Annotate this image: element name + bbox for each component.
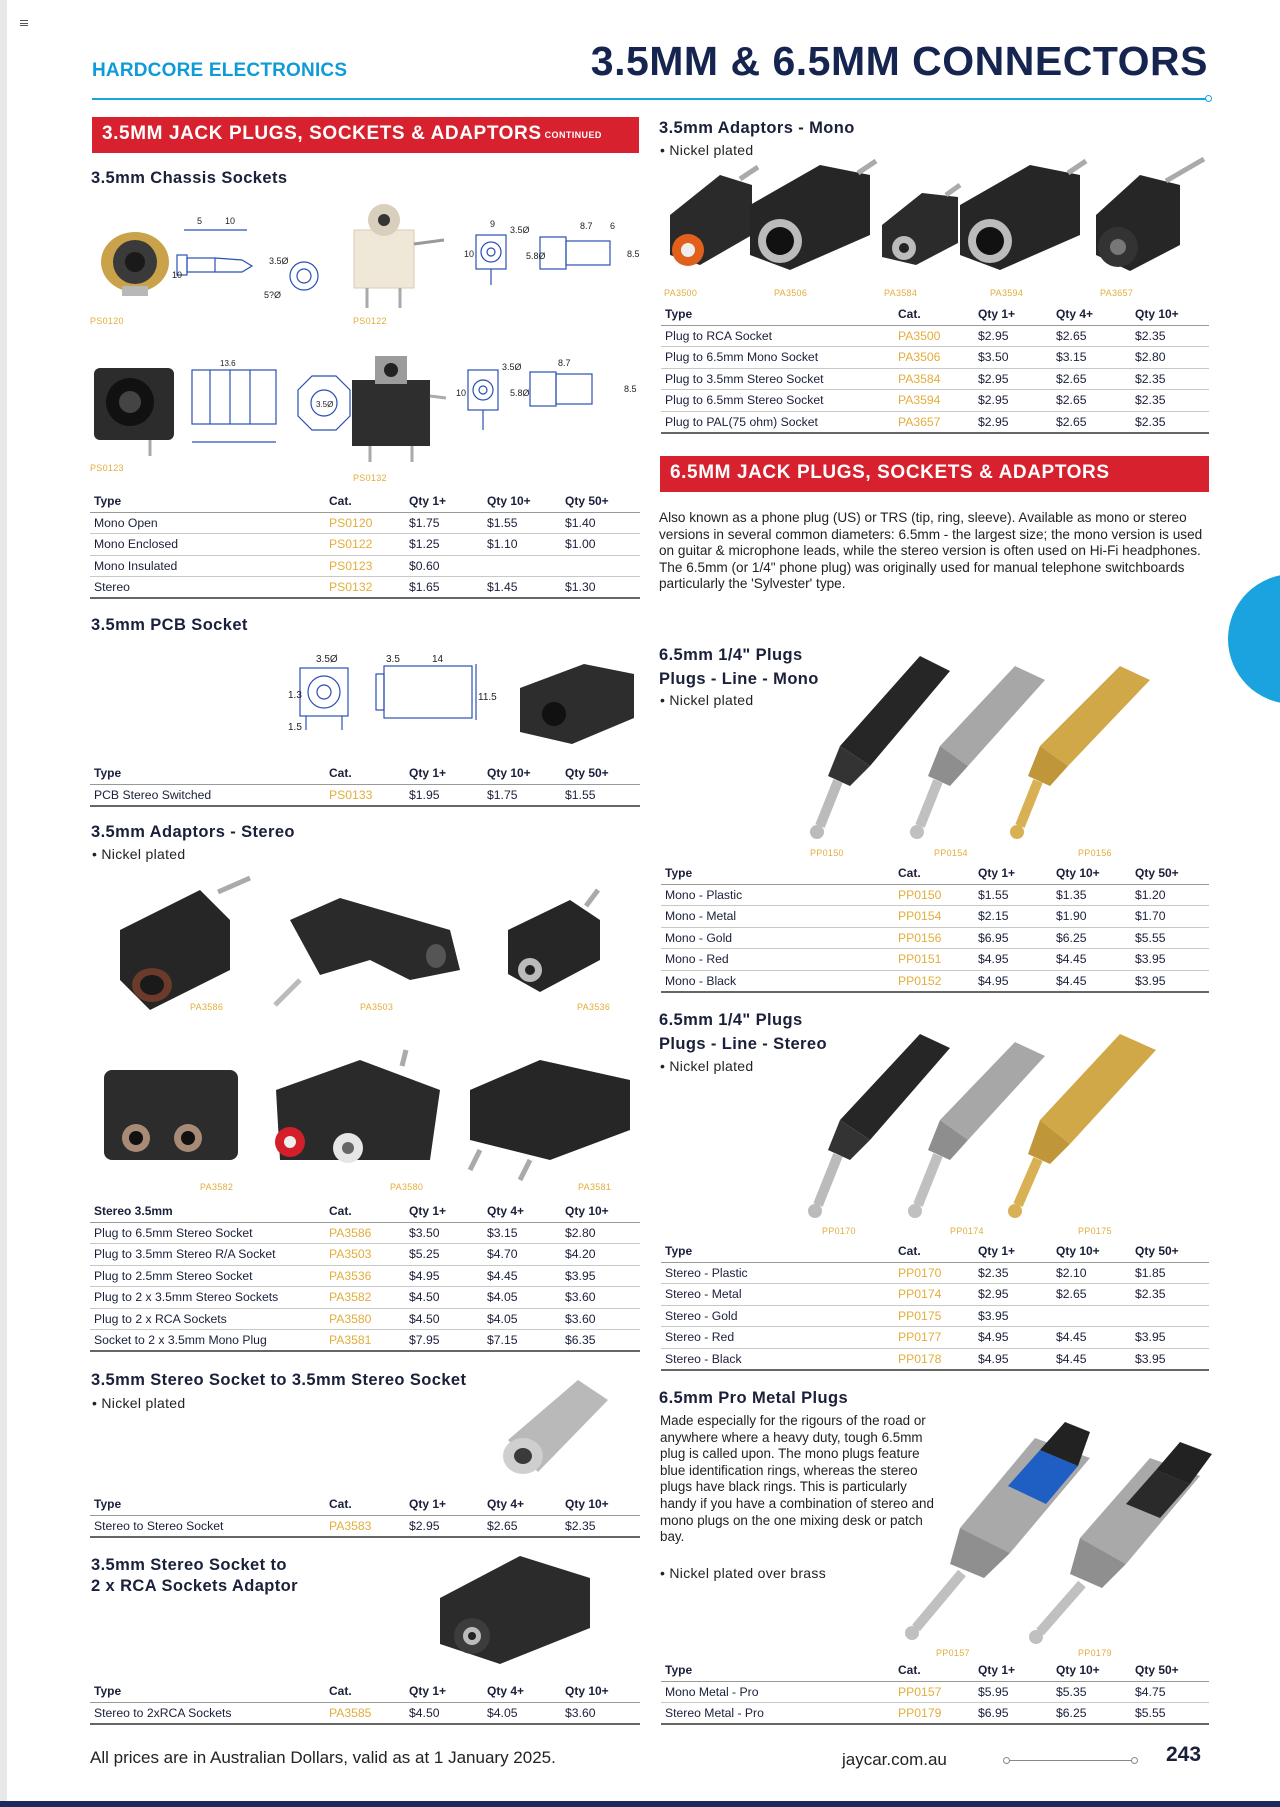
table-row: Stereo Metal - Pro PP0179 $6.95 $6.25 $5.55 bbox=[661, 1703, 1209, 1725]
bottom-bar bbox=[0, 1801, 1280, 1807]
svg-text:1.3: 1.3 bbox=[288, 690, 302, 701]
caption-pa3503: PA3503 bbox=[360, 1002, 394, 1012]
chassis-dims-drawing-1 bbox=[462, 215, 642, 315]
svg-text:10: 10 bbox=[456, 388, 467, 398]
footer-price-note: All prices are in Australian Dollars, valid as at 1 January 2025. bbox=[90, 1748, 556, 1767]
table-row: Stereo PS0132 $1.65 $1.45 $1.30 bbox=[90, 577, 640, 599]
mono-plug-images bbox=[800, 636, 1220, 846]
banner-suffix: CONTINUED bbox=[544, 130, 602, 140]
caption-ps0122: PS0122 bbox=[353, 316, 387, 326]
svg-text:8.7: 8.7 bbox=[580, 221, 593, 231]
svg-text:10: 10 bbox=[464, 249, 475, 259]
pro-metal-heading: 6.5mm Pro Metal Plugs bbox=[659, 1389, 849, 1407]
table-row: Mono Open PS0120 $1.75 $1.55 $1.40 bbox=[90, 512, 640, 534]
adaptors-mono-note: • Nickel plated bbox=[660, 142, 754, 158]
caption-pp0170: PP0170 bbox=[822, 1226, 856, 1236]
svg-text:11.5: 11.5 bbox=[478, 692, 497, 703]
stereo-adaptor-images bbox=[100, 870, 630, 1190]
col-type: Type bbox=[90, 494, 325, 512]
svg-text:3.5Ø: 3.5Ø bbox=[269, 256, 289, 266]
adaptors-stereo-heading: 3.5mm Adaptors - Stereo bbox=[91, 823, 295, 841]
svg-text:3.5Ø: 3.5Ø bbox=[502, 362, 522, 372]
chassis-price-table bbox=[90, 494, 640, 599]
table-row: Mono - Plastic PP0150 $1.55 $1.35 $1.20 bbox=[661, 884, 1209, 906]
svg-text:8.5: 8.5 bbox=[627, 249, 640, 259]
rca-adaptor-heading-2: 2 x RCA Sockets Adaptor bbox=[91, 1577, 298, 1595]
caption-pp0156: PP0156 bbox=[1078, 848, 1112, 858]
table-row: PCB Stereo Switched PS0133 $1.95 $1.75 $1.55 bbox=[90, 784, 640, 806]
rca-adaptor-image bbox=[430, 1548, 595, 1666]
caption-pa3586: PA3586 bbox=[190, 1002, 224, 1012]
svg-text:5: 5 bbox=[197, 216, 203, 226]
stereo-adaptor-price-table bbox=[90, 1204, 640, 1352]
table-row: Plug to 3.5mm Stereo R/A Socket PA3503 $5.25 $4.70 $4.20 bbox=[90, 1244, 640, 1266]
svg-text:5.8Ø: 5.8Ø bbox=[510, 388, 530, 398]
svg-text:9: 9 bbox=[490, 219, 496, 229]
chassis-socket-drawings bbox=[92, 200, 492, 330]
svg-text:13.6: 13.6 bbox=[220, 359, 236, 368]
mono-adaptor-price-table bbox=[661, 307, 1209, 434]
stereo-socket-heading: 3.5mm Stereo Socket to 3.5mm Stereo Socket bbox=[91, 1371, 467, 1389]
chassis-images-row2 bbox=[90, 350, 640, 470]
section-banner-35mm bbox=[92, 117, 639, 153]
brand-label: HARDCORE ELECTRONICS bbox=[92, 60, 348, 81]
plugs-mono-heading-2: Plugs - Line - Mono bbox=[659, 670, 819, 688]
table-row: Mono Metal - Pro PP0157 $5.95 $5.35 $4.75 bbox=[661, 1681, 1209, 1703]
title-rule-dot bbox=[1205, 95, 1212, 102]
table-header-row: Stereo 3.5mm Cat. Qty 1+ Qty 4+ Qty 10+ bbox=[90, 1204, 640, 1222]
table-row: Plug to 6.5mm Mono Socket PA3506 $3.50 $3.15 $2.80 bbox=[661, 347, 1209, 369]
plugs-mono-heading-1: 6.5mm 1/4" Plugs bbox=[659, 646, 803, 664]
section-tab bbox=[1228, 574, 1280, 704]
table-row: Plug to 2 x 3.5mm Stereo Sockets PA3582 $4.50 $4.05 $3.60 bbox=[90, 1287, 640, 1309]
section-banner-65mm bbox=[660, 456, 1209, 492]
table-row: Mono - Black PP0152 $4.95 $4.45 $3.95 bbox=[661, 970, 1209, 992]
caption-pa3581: PA3581 bbox=[578, 1182, 612, 1192]
plugs-stereo-heading-1: 6.5mm 1/4" Plugs bbox=[659, 1011, 803, 1029]
table-header-row: Type Cat. Qty 1+ Qty 4+ Qty 10+ bbox=[90, 1497, 640, 1515]
table-row: Stereo to Stereo Socket PA3583 $2.95 $2.65 $2.35 bbox=[90, 1515, 640, 1537]
table-row: Mono - Gold PP0156 $6.95 $6.25 $5.55 bbox=[661, 927, 1209, 949]
footer-url-link[interactable]: jaycar.com.au bbox=[842, 1750, 947, 1769]
svg-text:5.8Ø: 5.8Ø bbox=[526, 251, 546, 261]
table-row: Plug to 2 x RCA Sockets PA3580 $4.50 $4.05 $3.60 bbox=[90, 1308, 640, 1330]
banner-text: 6.5MM JACK PLUGS, SOCKETS & ADAPTORS bbox=[670, 462, 1110, 483]
caption-pa3594: PA3594 bbox=[990, 288, 1024, 298]
col-qty2: Qty 10+ bbox=[483, 494, 561, 512]
page-title: 3.5MM & 6.5MM CONNECTORS bbox=[590, 38, 1208, 84]
table-row: Stereo - Gold PP0175 $3.95 bbox=[661, 1305, 1209, 1327]
table-header-row: Type Cat. Qty 1+ Qty 4+ Qty 10+ bbox=[90, 1684, 640, 1702]
page-number: 243 bbox=[1166, 1743, 1202, 1766]
pcb-socket-drawing bbox=[284, 648, 644, 758]
table-row: Stereo - Plastic PP0170 $2.35 $2.10 $1.85 bbox=[661, 1262, 1209, 1284]
table-header-row bbox=[90, 494, 640, 512]
title-rule bbox=[92, 98, 1209, 100]
table-row: Plug to 3.5mm Stereo Socket PA3584 $2.95 $2.65 $2.35 bbox=[661, 368, 1209, 390]
table-row: Plug to 6.5mm Stereo Socket PA3594 $2.95 $2.65 $2.35 bbox=[661, 390, 1209, 412]
table-row: Mono Enclosed PS0122 $1.25 $1.10 $1.00 bbox=[90, 534, 640, 556]
svg-text:10: 10 bbox=[225, 216, 236, 226]
caption-pp0179: PP0179 bbox=[1078, 1648, 1112, 1658]
stereo-plug-images bbox=[800, 1020, 1220, 1225]
svg-text:8.5: 8.5 bbox=[624, 384, 637, 394]
svg-text:10: 10 bbox=[172, 270, 183, 280]
svg-text:3.5Ø: 3.5Ø bbox=[510, 225, 530, 235]
col-cat: Cat. bbox=[325, 494, 405, 512]
table-row: Stereo - Black PP0178 $4.95 $4.45 $3.95 bbox=[661, 1348, 1209, 1370]
rca-adaptor-price-table bbox=[90, 1684, 640, 1725]
banner-text: 3.5MM JACK PLUGS, SOCKETS & ADAPTORS bbox=[102, 123, 542, 144]
plugs-stereo-heading-2: Plugs - Line - Stereo bbox=[659, 1035, 827, 1053]
table-row: Stereo - Metal PP0174 $2.95 $2.65 $2.35 bbox=[661, 1284, 1209, 1306]
caption-pp0174: PP0174 bbox=[950, 1226, 984, 1236]
intro-paragraph: Also known as a phone plug (US) or TRS (tip, ring, sleeve). Available as mono or stereo versions in several common diameters: 6.5mm - the largest size; the mono version is used on guitar & microphone leads, while the stereo version is often used on Hi-Fi headphones. The 6.5mm (or 1/4" phone plug) was originally used for manual telephone switchboards particularly the 'Sylvester' type. bbox=[659, 510, 1203, 591]
stereo-plug-price-table bbox=[661, 1244, 1209, 1371]
adaptors-mono-heading: 3.5mm Adaptors - Mono bbox=[659, 119, 855, 137]
caption-pp0157: PP0157 bbox=[936, 1648, 970, 1658]
svg-text:3.5: 3.5 bbox=[386, 654, 400, 665]
table-row: Plug to 2.5mm Stereo Socket PA3536 $4.95 $4.45 $3.95 bbox=[90, 1265, 640, 1287]
rca-adaptor-heading-1: 3.5mm Stereo Socket to bbox=[91, 1556, 287, 1574]
svg-text:3.5Ø: 3.5Ø bbox=[316, 654, 338, 665]
caption-pp0154: PP0154 bbox=[934, 848, 968, 858]
caption-pa3657: PA3657 bbox=[1100, 288, 1134, 298]
caption-pa3582: PA3582 bbox=[200, 1182, 234, 1192]
chassis-heading: 3.5mm Chassis Sockets bbox=[91, 169, 288, 187]
chassis-images-row1 bbox=[92, 200, 492, 330]
mono-adaptor-images bbox=[660, 145, 1210, 285]
table-header-row: Type Cat. Qty 1+ Qty 10+ Qty 50+ bbox=[661, 1663, 1209, 1681]
svg-text:14: 14 bbox=[432, 654, 444, 665]
caption-pa3500: PA3500 bbox=[664, 288, 698, 298]
table-row: Plug to RCA Socket PA3500 $2.95 $2.65 $2.35 bbox=[661, 325, 1209, 347]
stereo-socket-price-table bbox=[90, 1497, 640, 1538]
pro-metal-note: • Nickel plated over brass bbox=[660, 1565, 826, 1581]
page-edge bbox=[0, 0, 7, 1807]
footer-divider bbox=[1008, 1760, 1133, 1761]
table-row: Socket to 2 x 3.5mm Mono Plug PA3581 $7.95 $7.15 $6.35 bbox=[90, 1330, 640, 1352]
caption-pa3584: PA3584 bbox=[884, 288, 918, 298]
svg-text:1.5: 1.5 bbox=[288, 722, 302, 733]
caption-ps0120: PS0120 bbox=[90, 316, 124, 326]
table-row: Plug to PAL(75 ohm) Socket PA3657 $2.95 $2.65 $2.35 bbox=[661, 411, 1209, 433]
table-row: Stereo - Red PP0177 $4.95 $4.45 $3.95 bbox=[661, 1327, 1209, 1349]
pro-metal-plug-images bbox=[890, 1418, 1220, 1648]
adaptors-stereo-note: • Nickel plated bbox=[92, 846, 186, 862]
caption-ps0123: PS0123 bbox=[90, 463, 124, 473]
svg-text:5?Ø: 5?Ø bbox=[264, 290, 282, 300]
table-row: Stereo to 2xRCA Sockets PA3585 $4.50 $4.05 $3.60 bbox=[90, 1702, 640, 1724]
caption-ps0132: PS0132 bbox=[353, 473, 387, 483]
caption-pp0150: PP0150 bbox=[810, 848, 844, 858]
table-row: Mono - Red PP0151 $4.95 $4.45 $3.95 bbox=[661, 949, 1209, 971]
stereo-socket-image bbox=[498, 1370, 618, 1482]
pro-metal-price-table bbox=[661, 1663, 1209, 1725]
plugs-stereo-note: • Nickel plated bbox=[660, 1058, 754, 1074]
svg-text:3.5Ø: 3.5Ø bbox=[316, 400, 334, 409]
caption-pa3506: PA3506 bbox=[774, 288, 808, 298]
menu-icon[interactable] bbox=[20, 20, 28, 26]
mono-plug-price-table bbox=[661, 866, 1209, 993]
table-header-row: Type Cat. Qty 1+ Qty 10+ Qty 50+ bbox=[661, 1244, 1209, 1262]
table-row: Mono - Metal PP0154 $2.15 $1.90 $1.70 bbox=[661, 906, 1209, 928]
col-qty1: Qty 1+ bbox=[405, 494, 483, 512]
table-header-row: Type Cat. Qty 1+ Qty 4+ Qty 10+ bbox=[661, 307, 1209, 325]
col-qty3: Qty 50+ bbox=[561, 494, 640, 512]
pcb-heading: 3.5mm PCB Socket bbox=[91, 616, 248, 634]
plugs-mono-note: • Nickel plated bbox=[660, 692, 754, 708]
caption-pp0175: PP0175 bbox=[1078, 1226, 1112, 1236]
svg-text:6: 6 bbox=[610, 221, 616, 231]
table-row: Mono Insulated PS0123 $0.60 bbox=[90, 555, 640, 577]
pro-metal-description: Made especially for the rigours of the road or anywhere where a heavy duty, tough 6.5mm plug is called upon. The mono plugs feature blue identification rings, whereas the stereo plugs have black rings. This is particularly handy if you have a combination of stereo and mono plugs on the one mixing desk or patch bay. bbox=[660, 1413, 934, 1545]
table-header-row: Type Cat. Qty 1+ Qty 10+ Qty 50+ bbox=[661, 866, 1209, 884]
table-row: Plug to 6.5mm Stereo Socket PA3586 $3.50 $3.15 $2.80 bbox=[90, 1222, 640, 1244]
table-header-row: Type Cat. Qty 1+ Qty 10+ Qty 50+ bbox=[90, 766, 640, 784]
svg-text:8.7: 8.7 bbox=[558, 358, 571, 368]
caption-pa3536: PA3536 bbox=[577, 1002, 611, 1012]
stereo-socket-note: • Nickel plated bbox=[92, 1395, 186, 1411]
pcb-price-table bbox=[90, 766, 640, 807]
caption-pa3580: PA3580 bbox=[390, 1182, 424, 1192]
